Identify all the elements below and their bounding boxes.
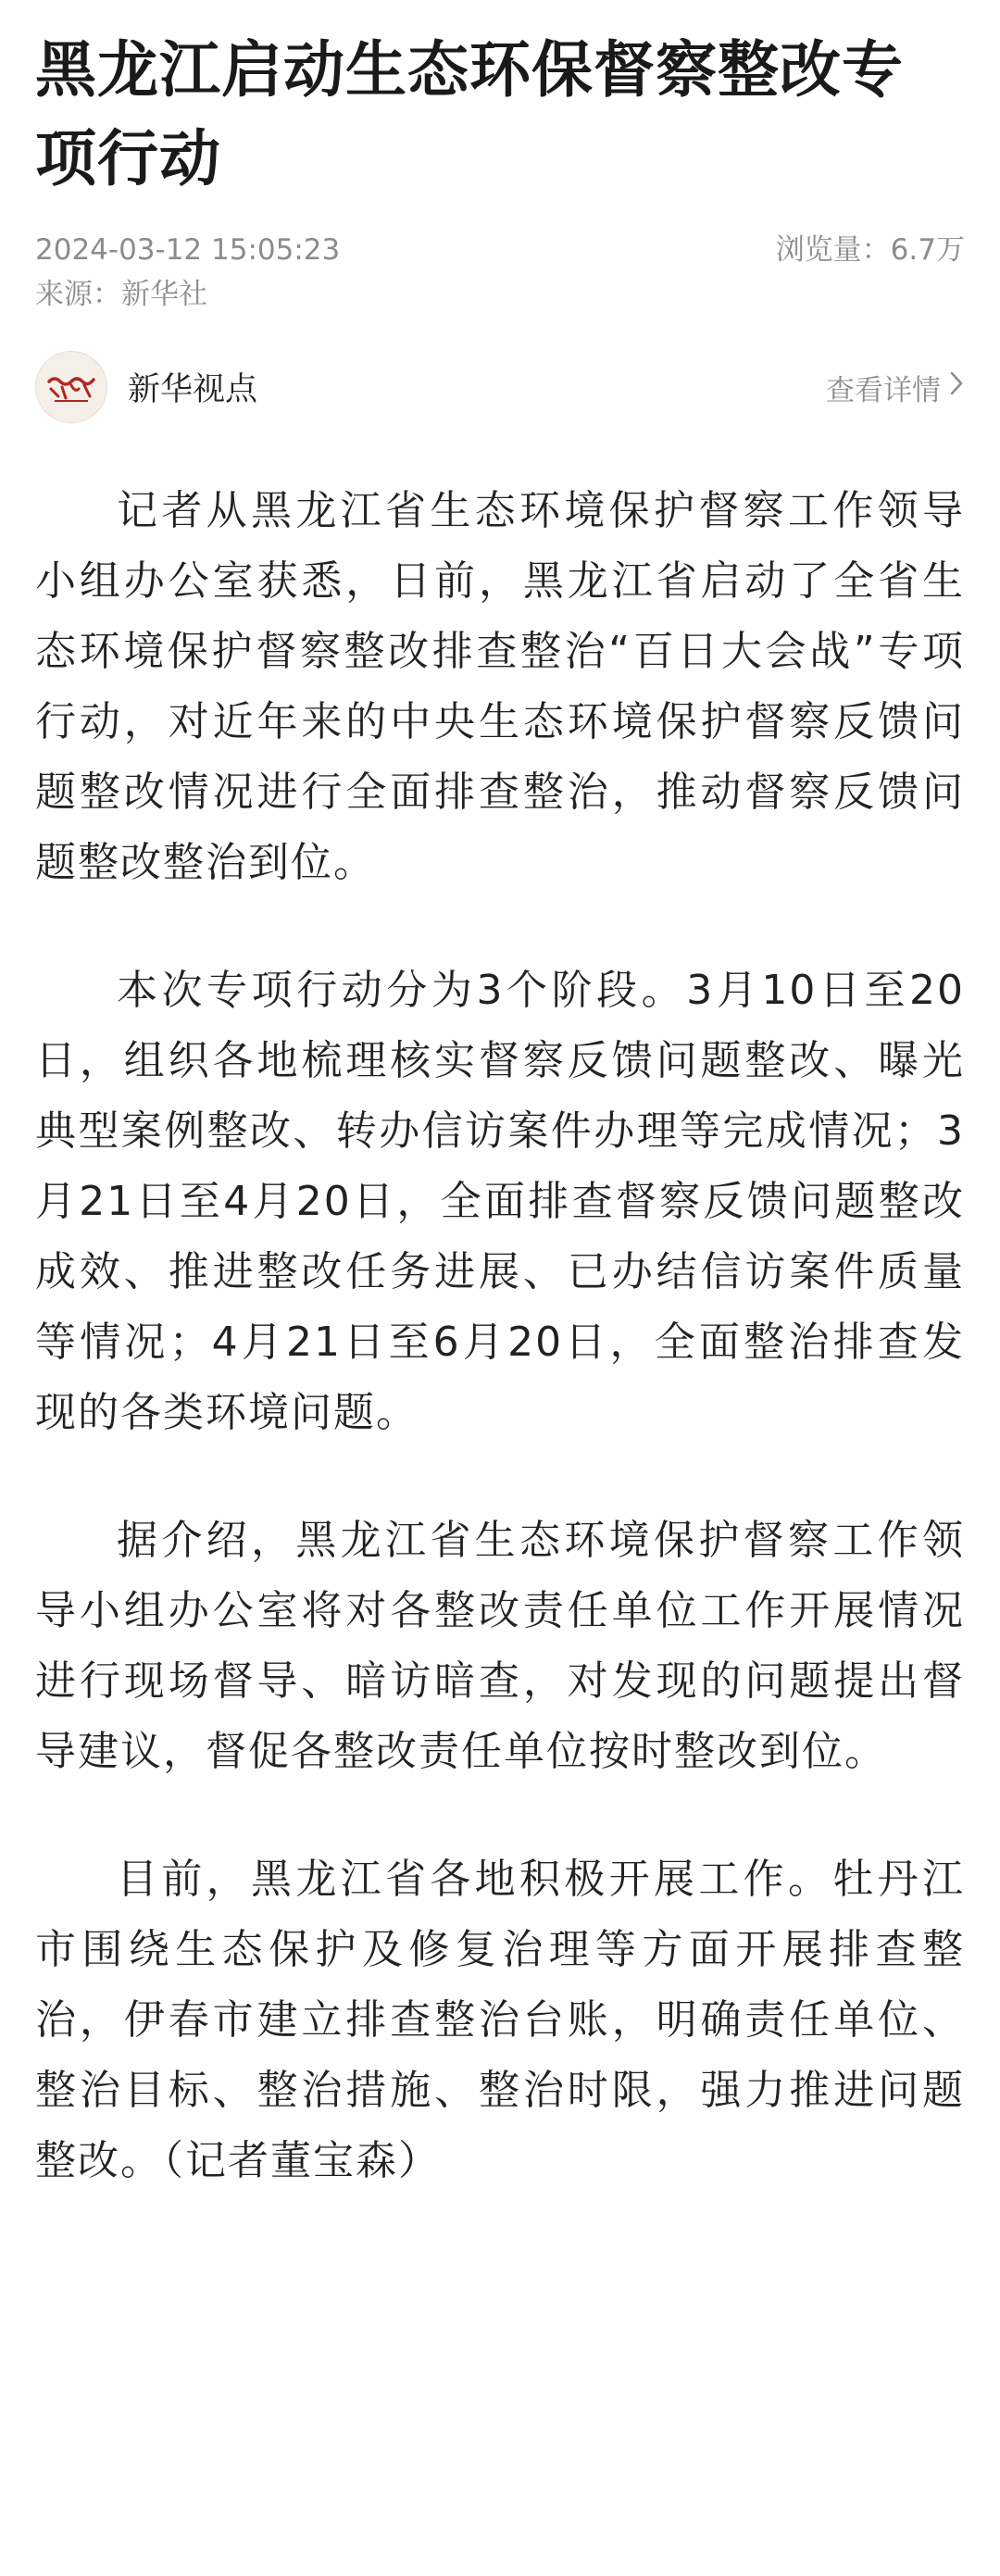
meta-row-source (35, 272, 965, 317)
article-meta (35, 228, 965, 317)
article-paragraph: 据介绍，黑龙江省生态环境保护督察工作领导小组办公室将对各整改责任单位工作开展情况进行现场督导、暗访暗查，对发现的问题提出督导建议，督促各整改责任单位按时整改到位。 (35, 1517, 965, 1775)
view-count: 浏览量：6.7万 (775, 233, 965, 267)
view-details-label: 查看详情 (826, 373, 941, 407)
xinhua-logo-icon[interactable] (35, 351, 107, 423)
meta-row-top (35, 228, 965, 272)
article-title: 黑龙江启动生态环保督察整改专项行动 (35, 34, 904, 194)
publish-datetime: 2024-03-12 15:05:23 (35, 233, 341, 267)
source-name[interactable]: 新华视点 (128, 371, 258, 408)
article-paragraph: 记者从黑龙江省生态环境保护督察工作领导小组办公室获悉，日前，黑龙江省启动了全省生态环境保护督察整改排查整治“百日大会战”专项行动，对近年来的中央生态环境保护督察反馈问题整改情况进行全面排查整治，推动督察反馈问题整改整治到位。 (35, 487, 965, 886)
article-paragraph: 目前，黑龙江省各地积极开展工作。牡丹江市围绕生态保护及修复治理等方面开展排查整治，伊春市建立排查整治台账，明确责任单位、整治目标、整治措施、整治时限，强力推进问题整改。（记者董宝森） (35, 1856, 965, 2184)
article-body (35, 476, 965, 2196)
chevron-right-icon (948, 369, 965, 405)
view-details-link[interactable] (826, 367, 965, 408)
source-bar[interactable] (35, 348, 965, 426)
article-source: 来源：新华社 (35, 278, 207, 311)
article-paragraph: 本次专项行动分为3个阶段。3月10日至20日，组织各地梳理核实督察反馈问题整改、曝光典型案例整改、转办信访案件办理等完成情况；3月21日至4月20日，全面排查督察反馈问题整改成效、推进整改任务进展、已办结信访案件质量等情况；4月21日至6月20日，全面整治排查发现的各类环境问题。 (35, 967, 965, 1436)
xinhua-logo-glyph (44, 369, 99, 406)
